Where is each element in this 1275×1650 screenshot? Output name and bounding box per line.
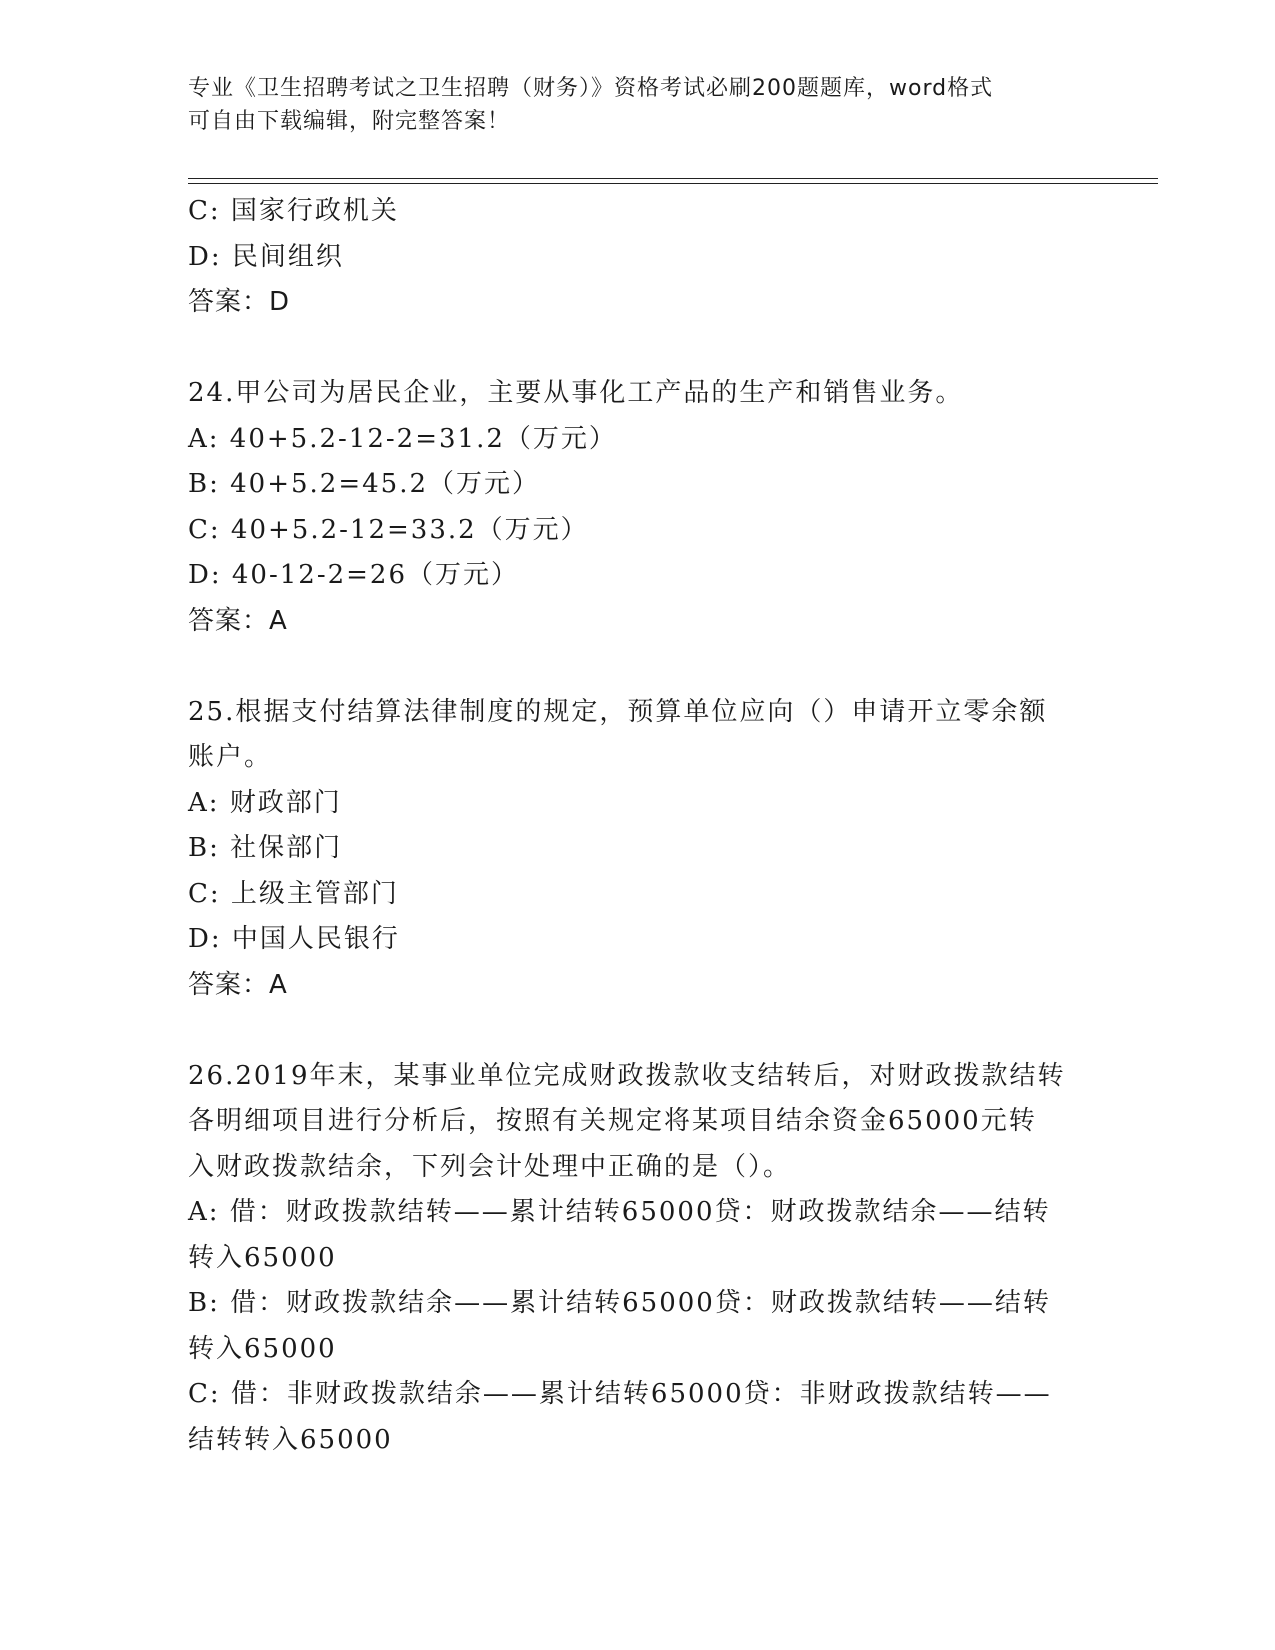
answer: 答案：D [188,287,291,317]
question-26 [188,1054,1088,1464]
option-c: C: 40+5.2-12=33.2（万元） [188,514,589,545]
option-c: C: 国家行政机关 [188,196,399,226]
spacer [188,326,1088,372]
option-a-line-2: 转入65000 [188,1242,337,1273]
option-d: D: 中国人民银行 [188,924,400,954]
option-c-line-1: C: 借：非财政拨款结余——累计结转65000贷：非财政拨款结转—— [188,1379,1052,1409]
header-divider-top [188,178,1158,179]
option-c-line-2: 结转转入65000 [188,1424,393,1455]
option-b: B: 社保部门 [188,833,343,863]
question-stem-line-1: 26.2019年末，某事业单位完成财政拨款收支结转后，对财政拨款结转 [188,1060,1066,1091]
answer: 答案：A [188,605,288,636]
answer: 答案：A [188,969,288,1000]
question-stem-line-2: 各明细项目进行分析后，按照有关规定将某项目结余资金65000元转 [188,1106,1037,1136]
header-line-2: 可自由下载编辑，附完整答案！ [188,109,511,134]
question-24 [188,371,1088,644]
option-a-line-1: A: 借：财政拨款结转——累计结转65000贷：财政拨款结余——结转 [188,1197,1051,1227]
question-25 [188,690,1088,1009]
question-stem: 24.甲公司为居民企业，主要从事化工产品的生产和销售业务。 [188,378,964,408]
question-content [188,189,1088,1463]
option-a: A: 40+5.2-12-2=31.2（万元） [188,423,617,454]
option-d: D: 40-12-2=26（万元） [188,560,520,590]
question-stem-line-1: 25.根据支付结算法律制度的规定，预算单位应向（）申请开立零余额 [188,696,1048,727]
spacer [188,644,1088,690]
option-c: C: 上级主管部门 [188,878,399,909]
option-a: A: 财政部门 [188,787,342,818]
header-line-1: 专业《卫生招聘考试之卫生招聘（财务）》资格考试必刷200题题库，word格式 [188,76,994,101]
header-divider-bottom [188,183,1158,184]
option-b-line-1: B: 借：财政拨款结余——累计结转65000贷：财政拨款结转——结转 [188,1288,1051,1318]
option-d: D: 民间组织 [188,241,344,272]
previous-question-tail [188,189,1088,326]
option-b-line-2: 转入65000 [188,1333,337,1364]
document-header [188,72,1088,138]
spacer [188,1008,1088,1054]
question-stem-line-2: 账户。 [188,742,273,772]
option-b: B: 40+5.2=45.2（万元） [188,469,541,499]
question-stem-line-3: 入财政拨款结余，下列会计处理中正确的是（）。 [188,1151,792,1182]
